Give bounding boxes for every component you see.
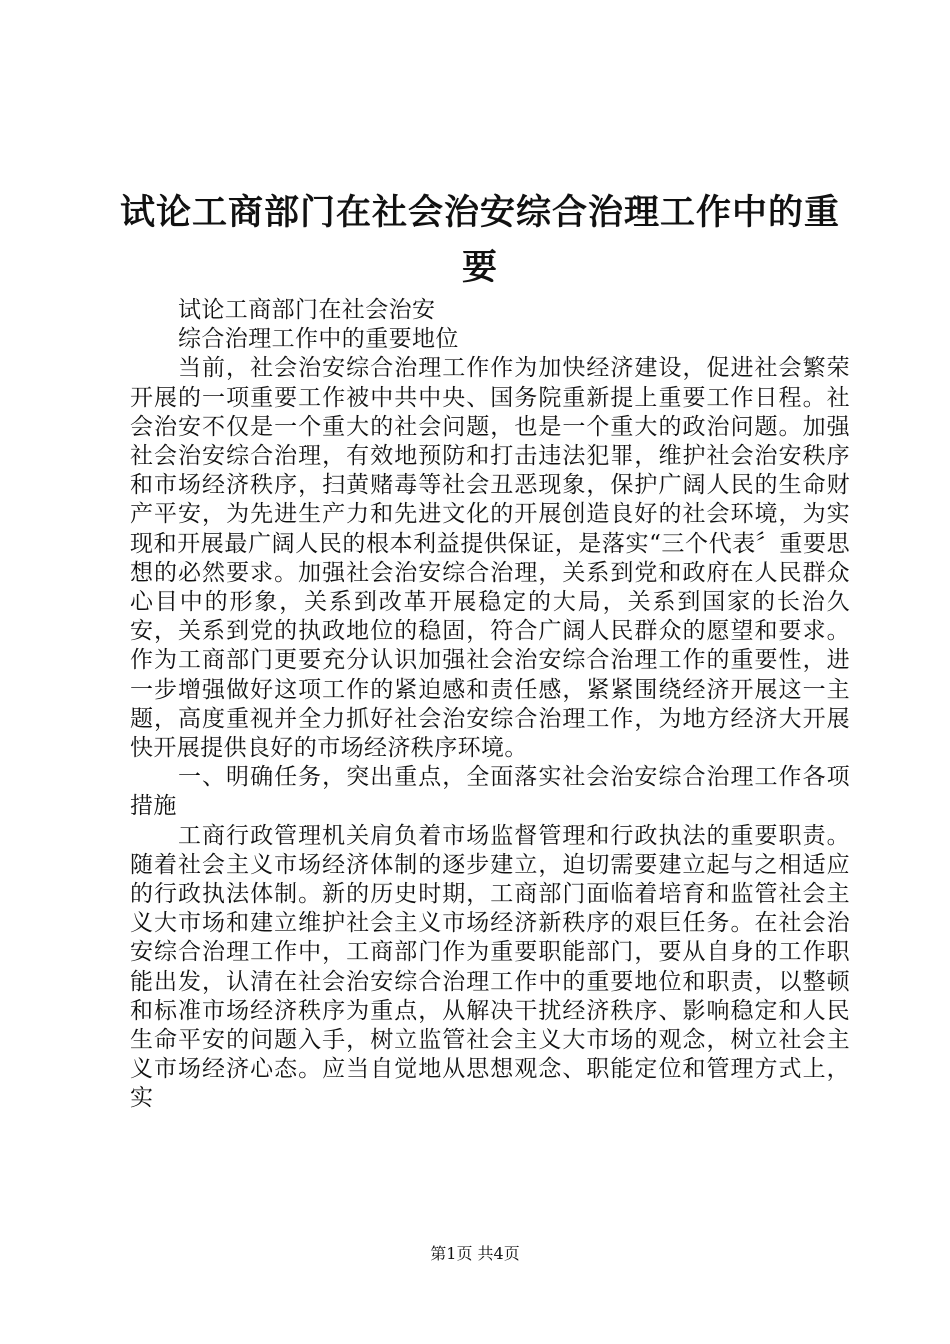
page-number-footer: 第1页 共4页 bbox=[430, 1244, 520, 1263]
subtitle-line-2: 综合治理工作中的重要地位 bbox=[178, 326, 459, 353]
document-body bbox=[130, 296, 850, 1114]
section-heading-1: 一、明确任务，突出重点，全面落实社会治安综合治理工作各项措施 bbox=[130, 764, 850, 820]
subtitle-line-1: 试论工商部门在社会治安 bbox=[178, 297, 436, 323]
paragraph-intro: 当前，社会治安综合治理工作作为加快经济建设，促进社会繁荣开展的一项重要工作被中共中央、国务院重新提上重要工作日程。社会治安不仅是一个重大的社会问题，也是一个重大的政治问题。加强社会治安综合治理，有效地预防和打击违法犯罪，维护社会治安秩序和市场经济秩序，扫黄赌毒等社会丑恶现象，保护广阔人民的生命财产平安，为先进生产力和先进文化的开展创造良好的社会环境，为实现和开展最广阔人民的根本利益提供保证，是落实“三个代表〞重要思想的必然要求。加强社会治安综合治理，关系到党和政府在人民群众心目中的形象，关系到改革开展稳定的大局，关系到国家的长治久安，关系到党的执政地位的稳固，符合广阔人民群众的愿望和要求。作为工商部门更要充分认识加强社会治安综合治理工作的重要性，进一步增强做好这项工作的紧迫感和责任感，紧紧围绕经济开展这一主题，高度重视并全力抓好社会治安综合治理工作，为地方经济大开展快开展提供良好的市场经济秩序环境。 bbox=[130, 355, 850, 762]
document-title: 试论工商部门在社会治安综合治理工作中的重要 bbox=[119, 192, 840, 288]
paragraph-section-1: 工商行政管理机关肩负着市场监督管理和行政执法的重要职责。随着社会主义市场经济体制的逐步建立，迫切需要建立起与之相适应的行政执法体制。新的历史时期，工商部门面临着培育和监管社会主义大市场和建立维护社会主义市场经济新秩序的艰巨任务。在社会治安综合治理工作中，工商部门作为重要职能部门，要从自身的工作职能出发，认清在社会治安综合治理工作中的重要地位和职责，以整顿和标准市场经济秩序为重点，从解决干扰经济秩序、影响稳定和人民生命平安的问题入手，树立监管社会主义大市场的观念，树立社会主义市场经济心态。应当自觉地从思想观念、职能定位和管理方式上，实 bbox=[130, 822, 850, 1112]
